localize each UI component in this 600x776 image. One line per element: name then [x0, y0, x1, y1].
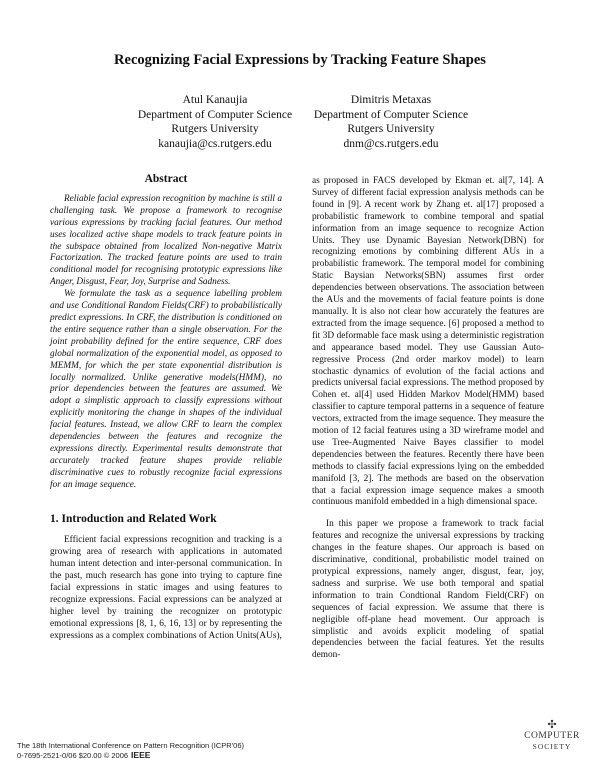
abstract-heading: Abstract — [144, 173, 188, 185]
logo-line-2: SOCIETY — [532, 742, 572, 751]
right-column — [312, 176, 544, 662]
section-heading: 1. Introduction and Related Work — [50, 512, 217, 525]
logo-line-1: COMPUTER — [524, 731, 580, 741]
author-block-2 — [281, 93, 501, 151]
left-column — [50, 174, 282, 643]
computer-society-logo — [516, 718, 588, 770]
author-affiliation: Rutgers University — [347, 123, 435, 135]
author-email: dnm@cs.rutgers.edu — [343, 137, 439, 150]
intro-paragraph-2: In this paper we propose a framework to track facial features and recognize the universal expressions by tracking changes in the feature shapes. Our approach is based on discriminative, conditional, probabilistic model trained on protypical expressions, namely anger, disgust, fear, joy, sadness and surprise. We use both temporal and spatial information to train Condtional Random Field(CRF) on sequences of facial expression. We assume that there is negligible off-plane head movement. Our approach is simplistic and avoids explicit modeling of spatial dependencies between the facial features. Yet the results demon- — [312, 519, 544, 661]
related-work-paragraph: as proposed in FACS developed by Ekman et. al[7, 14]. A Survey of different facial expression analysis methods can be found in [9]. A recent work by Zhang et. al[17] proposed a probabilistic framework to combine temporal and spatial information from an image sequence to recognize Action Units. They use Dynamic Bayesian Network(DBN) for recognizing emotions by combining different AUs in a probabilistic framework. The temporal model for combining Static Baysian Networks(SBN) assumes first order dependencies between observations. The association between the AUs and the movements of facial feature points is done manually. It is also not clear how accurately the features are extracted from the image sequence. [6] proposed a method to fit 3D deformable face mask using a deterministic registration and appearance based model. They use Gaussian Auto-regressive Process (2nd order markov model) to learn stochastic dynamics of evolution of the facial actions and predicts universal facial expressions. The method proposed by Cohen et. al[4] used Hidden Markov Model(HMM) based classifier to capture temporal patterns in a sequence of feature vectors, extracted from the image sequence. They measure the motion of 12 facial features using a 3D wireframe model and use Tree-Augmented Naive Bayes classifier to model dependencies between the features. Recently there have been methods to classify facial expressions lying on the embedded manifold [3, 2]. The methods are based on the observation that a facial expression image sequence makes a smooth continuous manifold embedded in a high dimensional space. — [312, 176, 544, 508]
abstract — [50, 194, 282, 492]
abstract-paragraph-2: We formulate the task as a sequence labelling problem and use Conditional Random Fields(CRF) to probabilistically predict expressions. In CRF, the distribution is conditioned on the entire sequence rather than a single observation. For the joint probability defined for the entire sequence, CRF does global normalization of the exponential model, as opposed to MEMM, for which the per state exponential distribution is locally normalized. Unlike generative models(HMM), no prior dependencies between the features are assumed. We adopt a simplistic approach to classify expressions without explicitly monitoring the change in shapes of the individual facial features. Instead, we allow CRF to learn the complex dependencies between the features and recognize the expressions directly. Experimental results demonstrate that accurately tracked feature shapes provide reliable discriminative cues to robustly recognize facial expressions for an image sequence. — [50, 289, 282, 490]
paper-title: Recognizing Facial Expressions by Tracking Feature Shapes — [114, 52, 486, 68]
author-affiliation: Rutgers University — [171, 123, 259, 135]
ieee-logo: IEEE — [131, 749, 151, 760]
footer-isbn-line — [17, 751, 244, 761]
author-department: Department of Computer Science — [313, 108, 469, 121]
author-department: Department of Computer Science — [137, 108, 293, 121]
author-name: Atul Kanaujia — [182, 94, 248, 106]
abstract-paragraph-1: Reliable facial expression recognition by machine is still a challenging task. We propose a framework to recognise various expressions by tracking facial features. Our method uses localized active shape models to track feature points in the subspace obtained from localized Non-negative Matrix Factorization. The tracked feature points are used to train conditional model for recognising prototypic expressions like Anger, Disgust, Fear, Joy, Surprise and Sadness. — [50, 193, 282, 288]
society-emblem-icon: ✣ — [547, 718, 557, 731]
footer-isbn: 0-7695-2521-0/06 $20.00 © 2006 — [17, 750, 129, 760]
conference-footer — [17, 741, 244, 760]
author-name: Dimitris Metaxas — [350, 94, 432, 106]
author-email: kanaujia@cs.rutgers.edu — [158, 137, 272, 150]
intro-paragraph-1: Efficient facial expressions recognition and tracking is a growing area of research with applications in automated human intent detection and inter-personal communication. In the past, much research has gone into trying to capture fine facial expressions in static images and using features to recognize expressions. Facial expressions can be analyzed at higher level by training the recognizer on prototypic emotional expressions [8, 1, 6, 16, 13] or by representing the expressions as a complex combinations of Action Units(AUs), — [50, 535, 282, 641]
footer-conference: The 18th International Conference on Pattern Recognition (ICPR'06) — [17, 741, 244, 750]
